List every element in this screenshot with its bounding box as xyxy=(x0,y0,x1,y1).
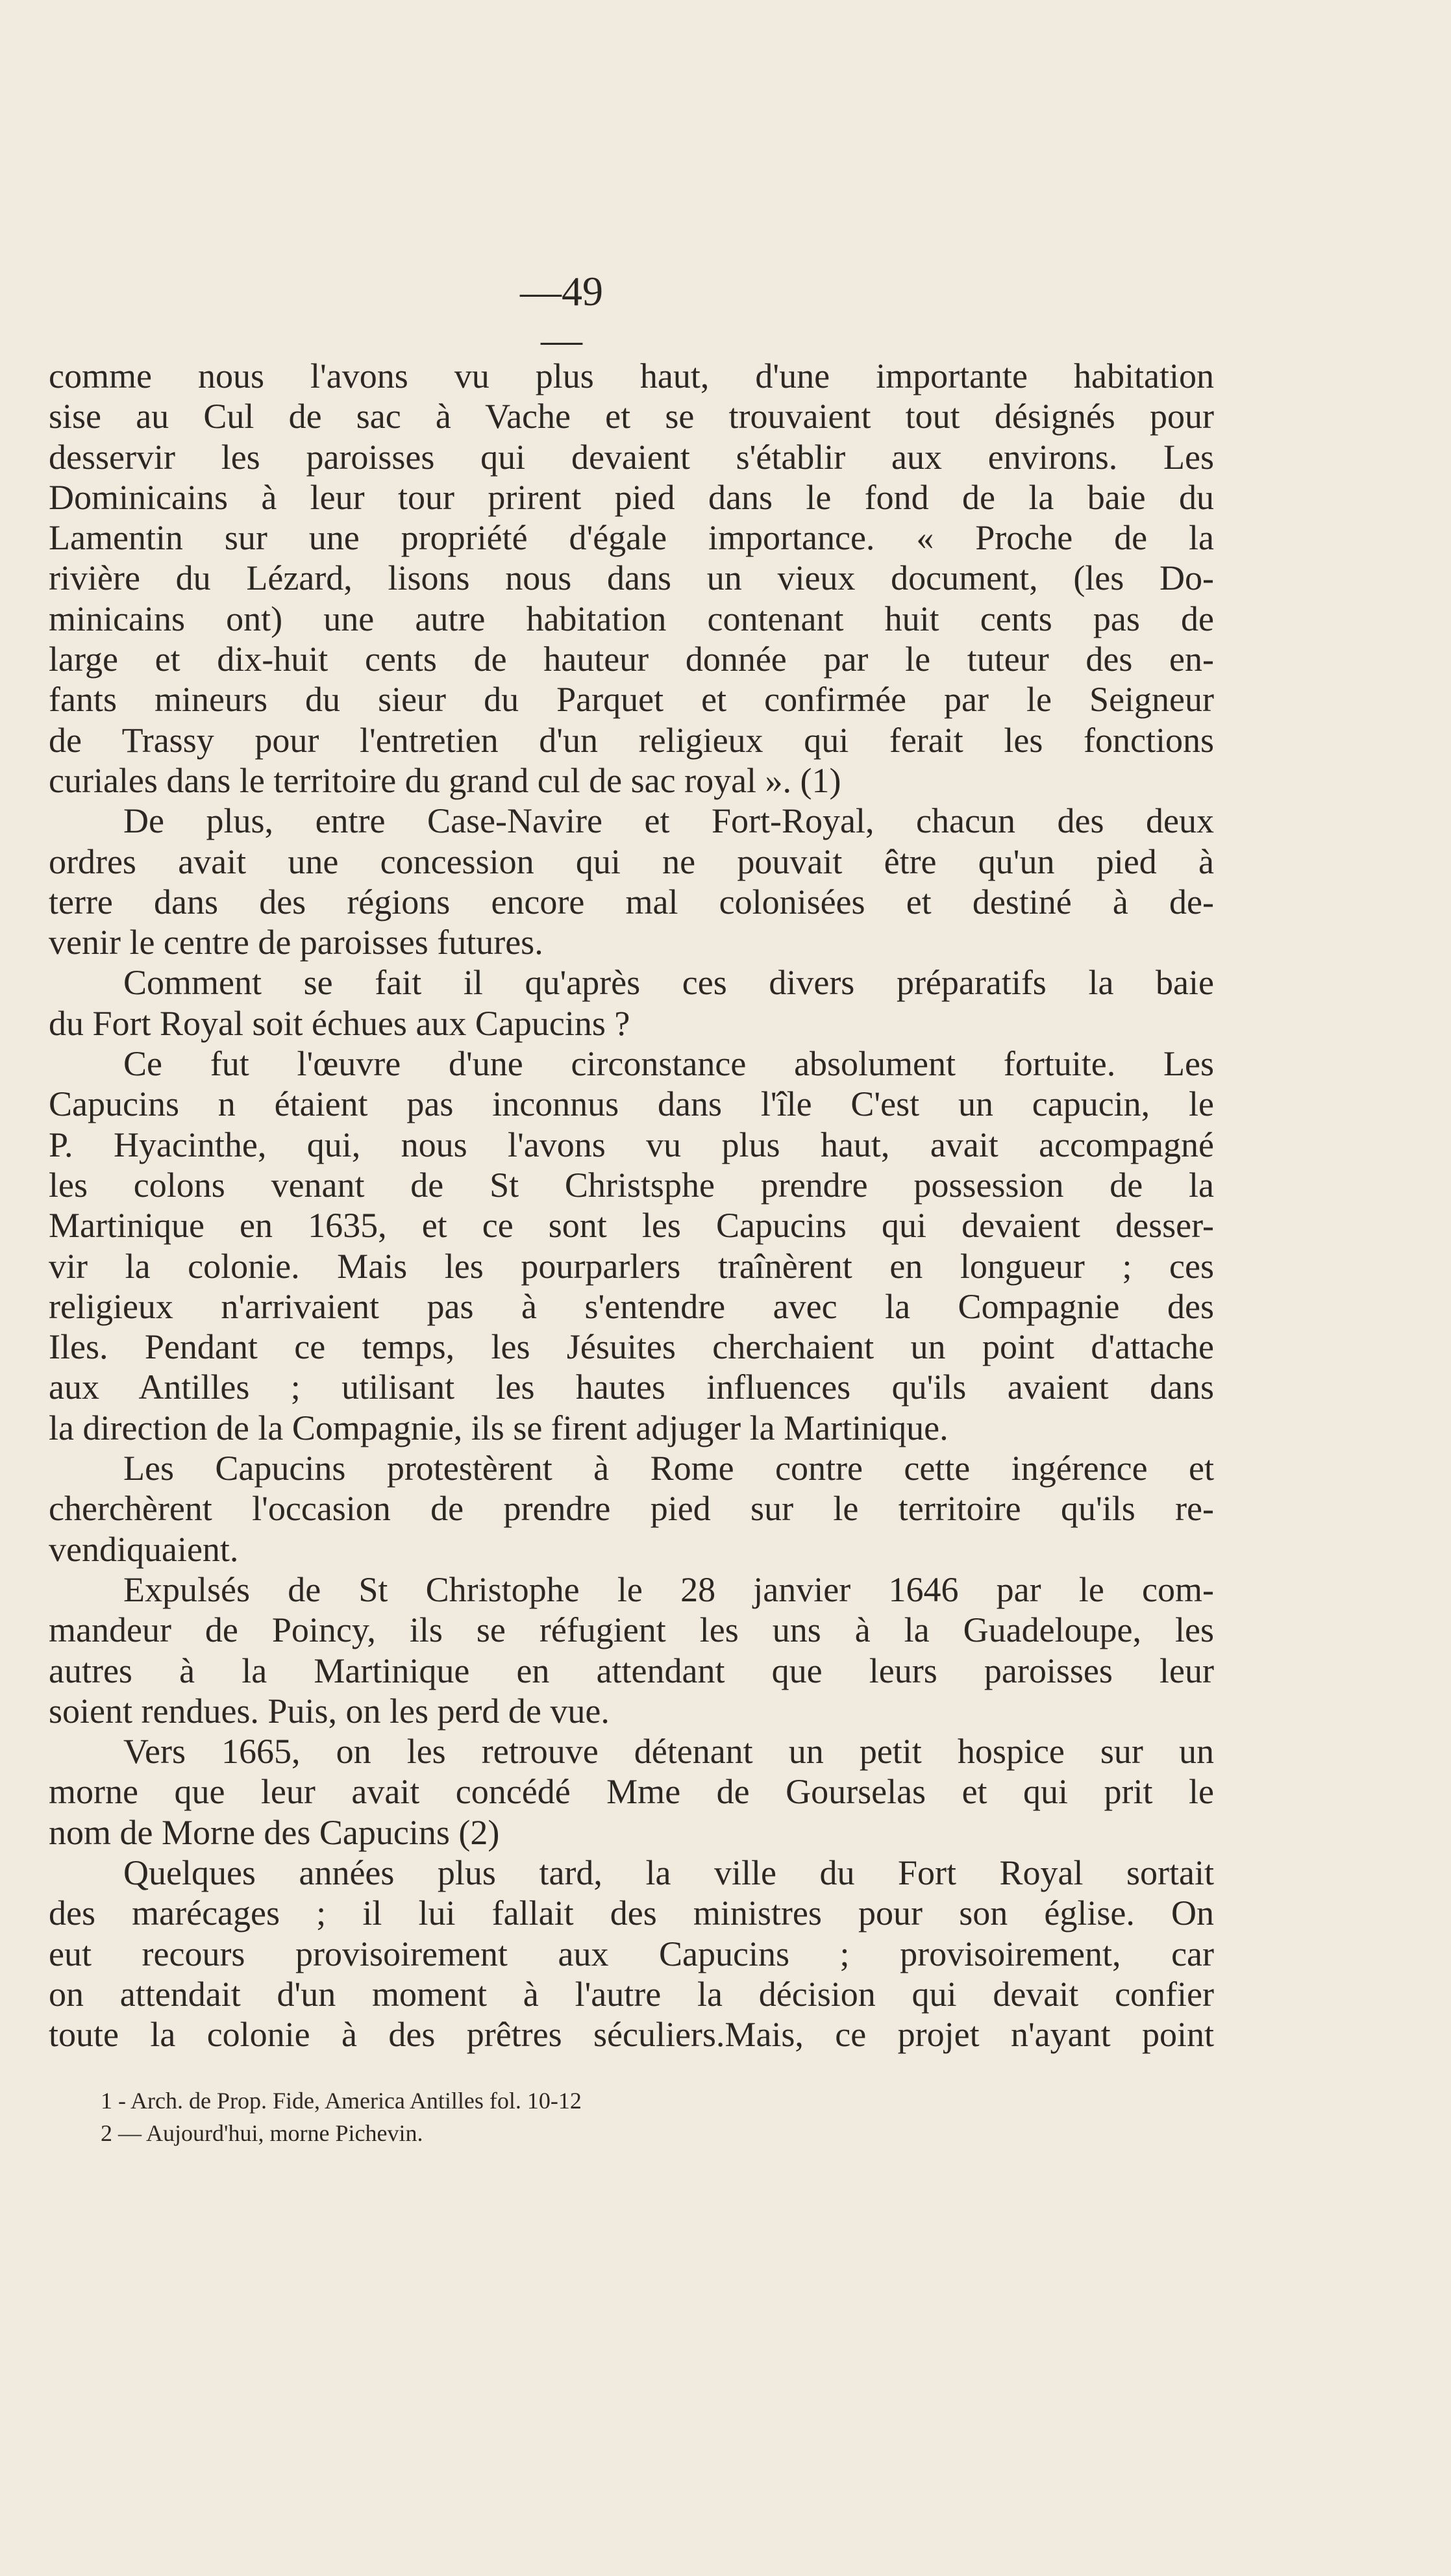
text-line: Les Capucins protestèrent à Rome contre cette ingérence et xyxy=(123,1449,1214,1488)
footnote: 1 - Arch. de Prop. Fide, America Antilles fol. 10-12 xyxy=(101,2088,582,2114)
text-line: rivière du Lézard, lisons nous dans un vieux document, (les Do- xyxy=(49,558,1214,598)
text-line: Iles. Pendant ce temps, les Jésuites cherchaient un point d'attache xyxy=(49,1327,1214,1367)
text-line: Lamentin sur une propriété d'égale importance. « Proche de la xyxy=(49,518,1214,558)
text-line: de Trassy pour l'entretien d'un religieux qui ferait les fonctions xyxy=(49,720,1214,760)
text-line: mandeur de Poincy, ils se réfugient les uns à la Guadeloupe, les xyxy=(49,1610,1214,1650)
text-line: eut recours provisoirement aux Capucins ; provisoirement, car xyxy=(49,1934,1214,1973)
text-line: P. Hyacinthe, qui, nous l'avons vu plus haut, avait accompagné xyxy=(49,1125,1214,1164)
text-line: des marécages ; il lui fallait des ministres pour son église. On xyxy=(49,1894,1214,1933)
text-line: la direction de la Compagnie, ils se firent adjuger la Martinique. xyxy=(49,1408,949,1447)
text-line: les colons venant de St Christsphe prendre possession de la xyxy=(49,1165,1214,1205)
text-line: desservir les paroisses qui devaient s'établir aux environs. Les xyxy=(49,437,1214,477)
text-line: soient rendues. Puis, on les perd de vue. xyxy=(49,1691,610,1731)
text-line: Comment se fait il qu'après ces divers préparatifs la baie xyxy=(123,963,1214,1003)
page-number: —49— xyxy=(520,268,603,362)
text-line: vir la colonie. Mais les pourparlers traînèrent en longueur ; ces xyxy=(49,1246,1214,1286)
text-line: Vers 1665, on les retrouve détenant un petit hospice sur un xyxy=(123,1732,1214,1771)
text-line: Martinique en 1635, et ce sont les Capucins qui devaient desser- xyxy=(49,1206,1214,1245)
text-line: minicains ont) une autre habitation contenant huit cents pas de xyxy=(49,599,1214,638)
text-line: large et dix-huit cents de hauteur donnée par le tuteur des en- xyxy=(49,640,1214,679)
text-line: Expulsés de St Christophe le 28 janvier 1646 par le com- xyxy=(123,1569,1214,1609)
text-line: terre dans des régions encore mal colonisées et destiné à de- xyxy=(49,882,1214,921)
text-line: venir le centre de paroisses futures. xyxy=(49,923,543,962)
text-line: fants mineurs du sieur du Parquet et confirmée par le Seigneur xyxy=(49,680,1214,719)
text-line: cherchèrent l'occasion de prendre pied sur le territoire qu'ils re- xyxy=(49,1489,1214,1529)
text-line: Capucins n étaient pas inconnus dans l'île C'est un capucin, le xyxy=(49,1084,1214,1124)
text-line: curiales dans le territoire du grand cul de sac royal ». (1) xyxy=(49,760,841,800)
text-line: religieux n'arrivaient pas à s'entendre avec la Compagnie des xyxy=(49,1286,1214,1326)
text-line: aux Antilles ; utilisant les hautes influences qu'ils avaient dans xyxy=(49,1368,1214,1407)
text-line: toute la colonie à des prêtres séculiers.Mais, ce projet n'ayant point xyxy=(49,2015,1214,2055)
text-line: De plus, entre Case-Navire et Fort-Royal, chacun des deux xyxy=(123,801,1214,841)
text-line: morne que leur avait concédé Mme de Gourselas et qui prit le xyxy=(49,1772,1214,1812)
text-line: sise au Cul de sac à Vache et se trouvaient tout désignés pour xyxy=(49,397,1214,436)
text-line: on attendait d'un moment à l'autre la décision qui devait confier xyxy=(49,1974,1214,2014)
text-line: autres à la Martinique en attendant que leurs paroisses leur xyxy=(49,1651,1214,1690)
body-text xyxy=(49,356,1214,2055)
text-line: du Fort Royal soit échues aux Capucins ? xyxy=(49,1003,630,1043)
footnote: 2 — Aujourd'hui, morne Pichevin. xyxy=(101,2120,423,2146)
footnotes xyxy=(101,2084,1010,2149)
text-line: comme nous l'avons vu plus haut, d'une importante habitation xyxy=(49,356,1214,395)
text-line: ordres avait une concession qui ne pouvait être qu'un pied à xyxy=(49,842,1214,881)
text-line: Quelques années plus tard, la ville du Fort Royal sortait xyxy=(123,1853,1214,1892)
text-line: nom de Morne des Capucins (2) xyxy=(49,1812,500,1852)
text-line: Ce fut l'œuvre d'une circonstance absolument fortuite. Les xyxy=(123,1044,1214,1084)
text-line: vendiquaient. xyxy=(49,1529,239,1569)
text-line: Dominicains à leur tour prirent pied dans le fond de la baie du xyxy=(49,477,1214,517)
